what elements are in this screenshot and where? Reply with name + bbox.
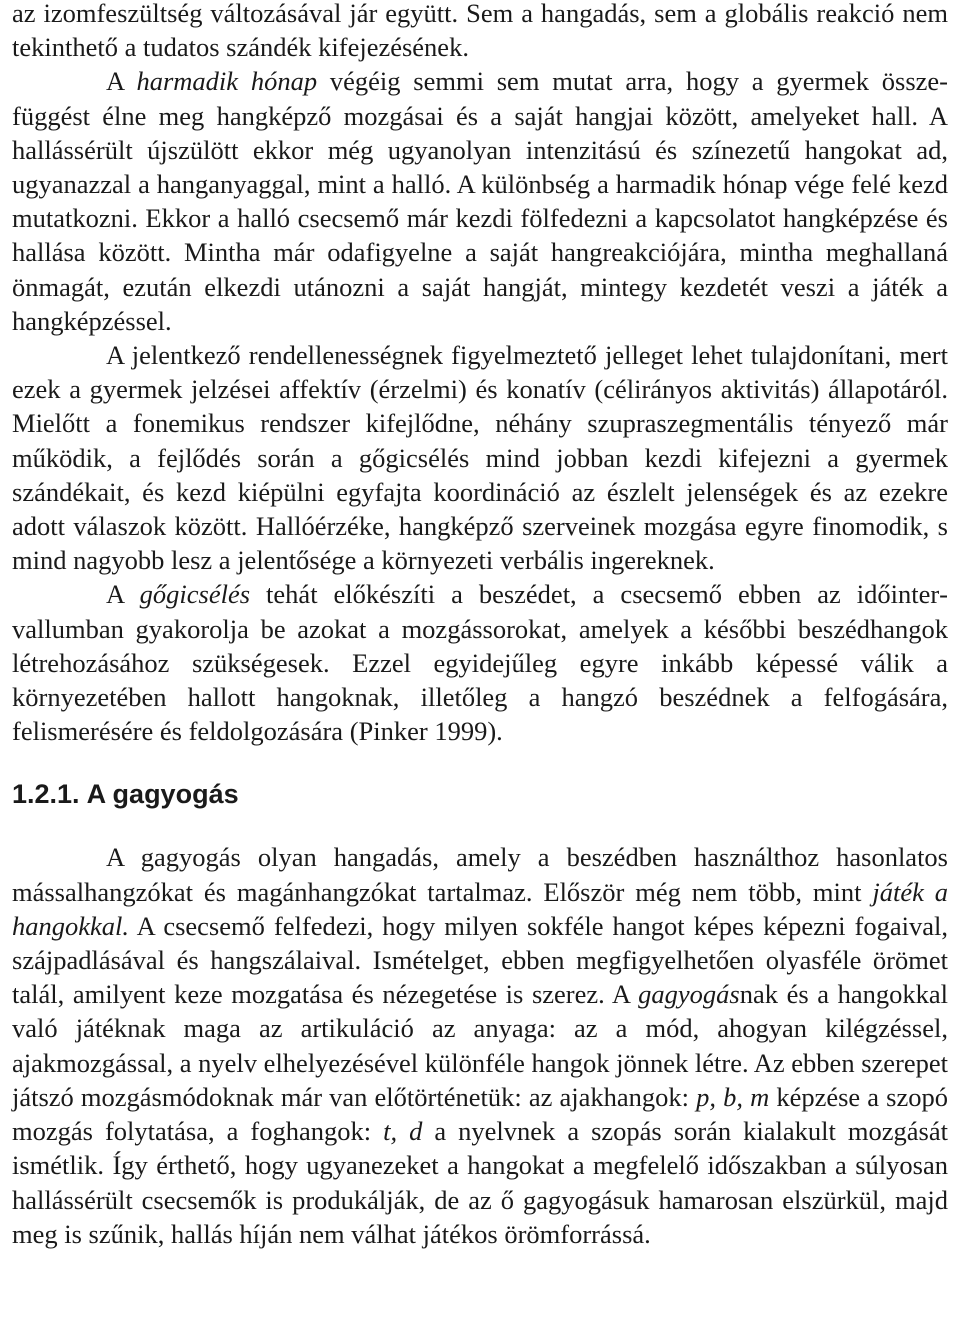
- section-title: A gagyogás: [86, 779, 239, 810]
- section-number: 1.2.1.: [12, 779, 80, 810]
- italic-text: t, d: [383, 1116, 423, 1147]
- text-run: nak és a hangokkal való játéknak maga az artikuláció az anyaga: az a mód, ahogyan kilégzéssel, ajakmozgással, a nyelv elhelyezésével különféle hangok jönnek létre. Az ebben szerepet játszó mozgásmódoknak már van előtörténetük: az ajakhangok:: [12, 979, 948, 1112]
- italic-text: p, b, m: [696, 1081, 770, 1112]
- paragraph-p5: [12, 840, 948, 1250]
- text-run: tehát előkészíti a beszédet, a csecsemő ebben az időintervallumban gyakorolja be azokat a mozgássorokat, amelyek a későbbi beszédhangok létrehozásához szükségesek. Ezzel egyidejűleg egyre inkább képessé válik a környezetében hallott hangoknak, illetőleg a hangzó beszédnek a felfogására, felismerésére és feldolgozására (Pinker 1999).: [12, 579, 948, 747]
- text-run: A gagyogás olyan hangadás, amely a beszédben használthoz hasonlatos mássalhangzókat és magánhangzókat tartalmaz. Először még nem több, mint: [12, 842, 948, 907]
- text-run: a nyelvnek a szopás során kialakult mozgását ismétlik. Így érthető, hogy ugyanezeket a hangokat a megfelelő időszakban a súlyosan hallássérült csecsemők is produkálják, de az ő gagyogásuk hamarosan elszürkül, majd meg is szűnik, hallás híján nem válhat játékos örömforrássá.: [12, 1116, 948, 1249]
- paragraph-p2: [12, 64, 948, 338]
- italic-text: játék a hangokkal.: [12, 876, 948, 941]
- italic-text: gagyogás: [638, 979, 740, 1010]
- text-run: az izomfeszültség változásával jár együtt. Sem a hangadás, sem a globális reakció nem tekinthető a tudatos szándék kifejezésének.: [12, 0, 948, 63]
- text-run: A: [106, 66, 137, 97]
- paragraph-p3: [12, 338, 948, 577]
- text-run: képzése a szopó mozgás folytatása, a foghangok:: [12, 1081, 949, 1147]
- italic-text: gőgicsélés: [139, 579, 251, 610]
- text-section-after-heading: [12, 840, 948, 1250]
- paragraph-p1: [12, 0, 948, 64]
- italic-text: harmadik hónap: [136, 66, 318, 97]
- paragraph-p4: [12, 577, 948, 748]
- section-heading: [12, 777, 948, 811]
- text-run: A jelentkező rendellenességnek figyelmeztető jelleget lehet tulajdonítani, mert ezek a gyermek jelzései affektív (érzelmi) és konatív (célirányos aktivitás) állapotáról. Mielőtt a fonemikus rendszer kifejlődne, néhány szupraszegmentális tényező már működik, a fejlődés során a gőgicsélés mind jobban kezdi kifejezni a gyermek szándékait, és kezd kiépülni egyfajta koordináció az észlelt jelenségek és az ezekre adott válaszok között. Hallóérzéke, hangképző szerveinek mozgása egyre finomodik, s mind nagyobb lesz a jelentősége a környezeti verbális ingereknek.: [12, 340, 948, 576]
- text-section-before-heading: [12, 0, 948, 748]
- text-run: A csecsemő felfedezi, hogy milyen sokféle hangot képes képezni fogaival, szájpadlásával és hangszálaival. Ismételget, ebben megfigyelhetően olyasféle örömet talál, amilyent keze mozgatása és nézegetése is szerez. A: [12, 910, 948, 1010]
- text-run: A: [106, 579, 140, 610]
- text-run: végéig semmi sem mutat arra, hogy a gyermek összefüggést élne meg hangképző mozgásai és a saját hangjai között, amelyeket hall. A hallássérült újszülött ekkor még ugyanolyan intenzitású és színezetű hangokat ad, ugyanazzal a hanganyaggal, mint a halló. A különbség a harmadik hónap vége felé kezd mutatkozni. Ekkor a halló csecsemő már kezdi fölfedezni a kapcsolatot hangképzése és hallása között. Mintha már odafigyelne a saját hangreakciójára, mintha meghallaná önmagát, ezután elkezdi utánozni a saját hangját, mintegy kezdetét veszi a játék a hangképzéssel.: [12, 66, 948, 336]
